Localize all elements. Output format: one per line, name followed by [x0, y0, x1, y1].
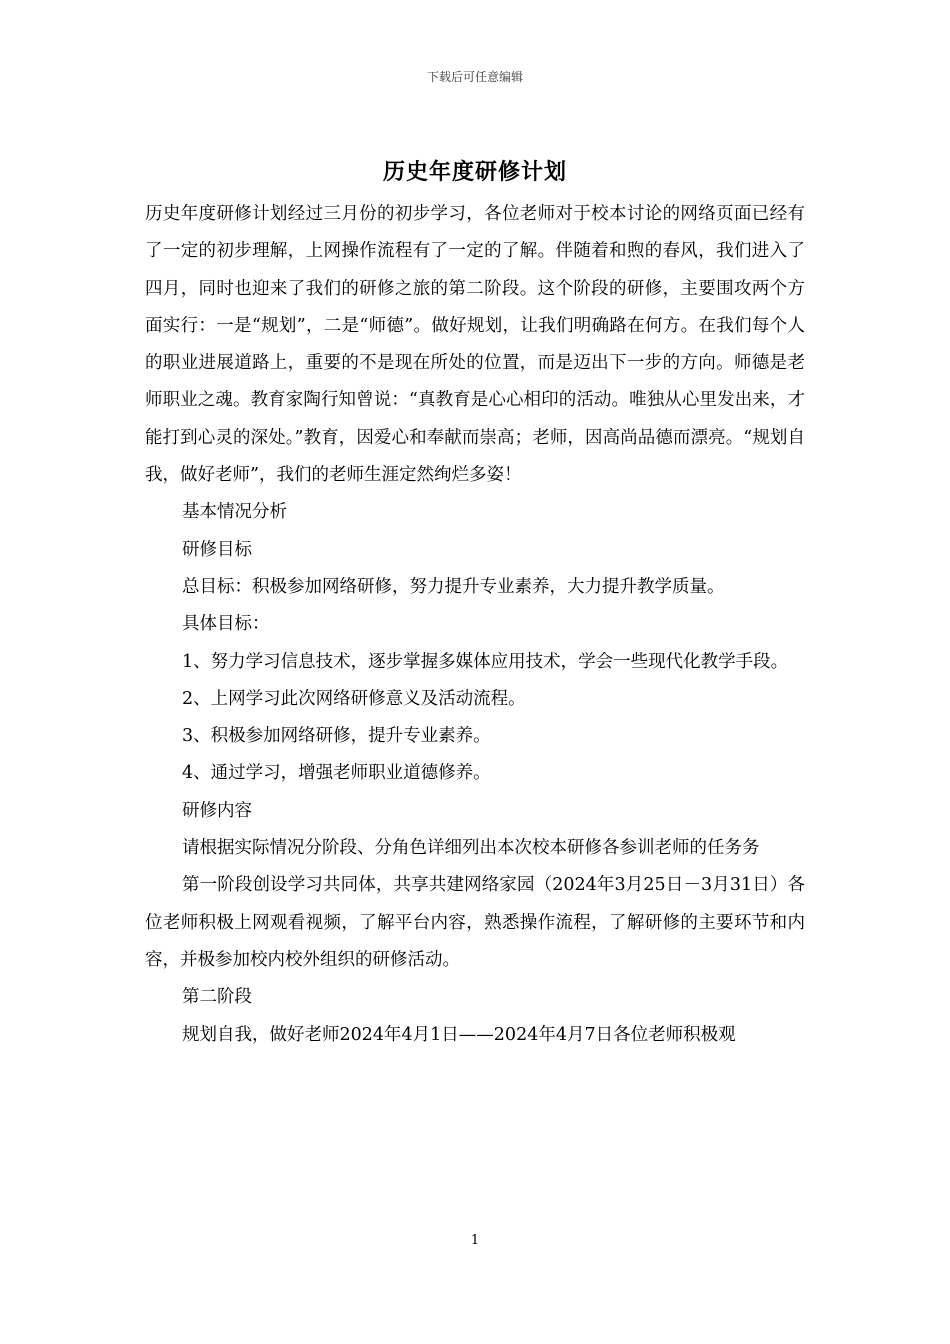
goal-item-3: 3、积极参加网络研修，提升专业素养。: [182, 726, 491, 747]
document-body: [145, 196, 805, 1054]
section-heading-content: 研修内容: [182, 800, 252, 821]
goal-item-2: 2、上网学习此次网络研修意义及活动流程。: [182, 688, 526, 709]
section-heading-basic-analysis: 基本情况分析: [182, 502, 287, 523]
overall-goal: 总目标：积极参加网络研修，努力提升专业素养，大力提升教学质量。: [182, 576, 725, 597]
header-note: 下载后可任意编辑: [426, 70, 523, 84]
stage-two-paragraph: 规划自我，做好老师2024年4月1日——2024年4月7日各位老师积极观: [182, 1024, 736, 1045]
specific-goals-heading: 具体目标：: [182, 614, 270, 635]
intro-paragraph: 历史年度研修计划经过三月份的初步学习，各位老师对于校本讨论的网络页面已经有了一定的初步理解，上网操作流程有了一定的了解。伴随着和煦的春风，我们进入了四月，同时也迎来了我们的研修之旅的第二阶段。这个阶段的研修，主要围攻两个方面实行：一是“规划”，二是“师德”。做好规划，让我们明确路在何方。在我们每个人的职业进展道路上，重要的不是现在所处的位置，而是迈出下一步的方向。师德是老师职业之魂。教育家陶行知曾说：“真教育是心心相印的活动。唯独从心里发出来，才能打到心灵的深处。”教育，因爱心和奉献而崇高；老师，因高尚品德而漂亮。“规划自我，做好老师”，我们的老师生涯定然绚烂多姿！: [145, 204, 805, 486]
document-title: 历史年度研修计划: [382, 159, 567, 185]
section-heading-goals: 研修目标: [182, 539, 252, 560]
stage-one-paragraph: 第一阶段创设学习共同体，共享共建网络家园（2024年3月25日－3月31日）各位老师积极上网观看视频，了解平台内容，熟悉操作流程，了解研修的主要环节和内容，并极参加校内校外组织的研修活动。: [145, 875, 805, 970]
stage-two-heading: 第二阶段: [182, 987, 252, 1008]
goal-item-4: 4、通过学习，增强老师职业道德修养。: [182, 763, 491, 784]
page-number: 1: [470, 1233, 480, 1248]
content-instruction: 请根据实际情况分阶段、分角色详细列出本次校本研修各参训老师的任务务: [182, 838, 760, 859]
goal-item-1: 1、努力学习信息技术，逐步掌握多媒体应用技术，学会一些现代化教学手段。: [182, 651, 789, 672]
